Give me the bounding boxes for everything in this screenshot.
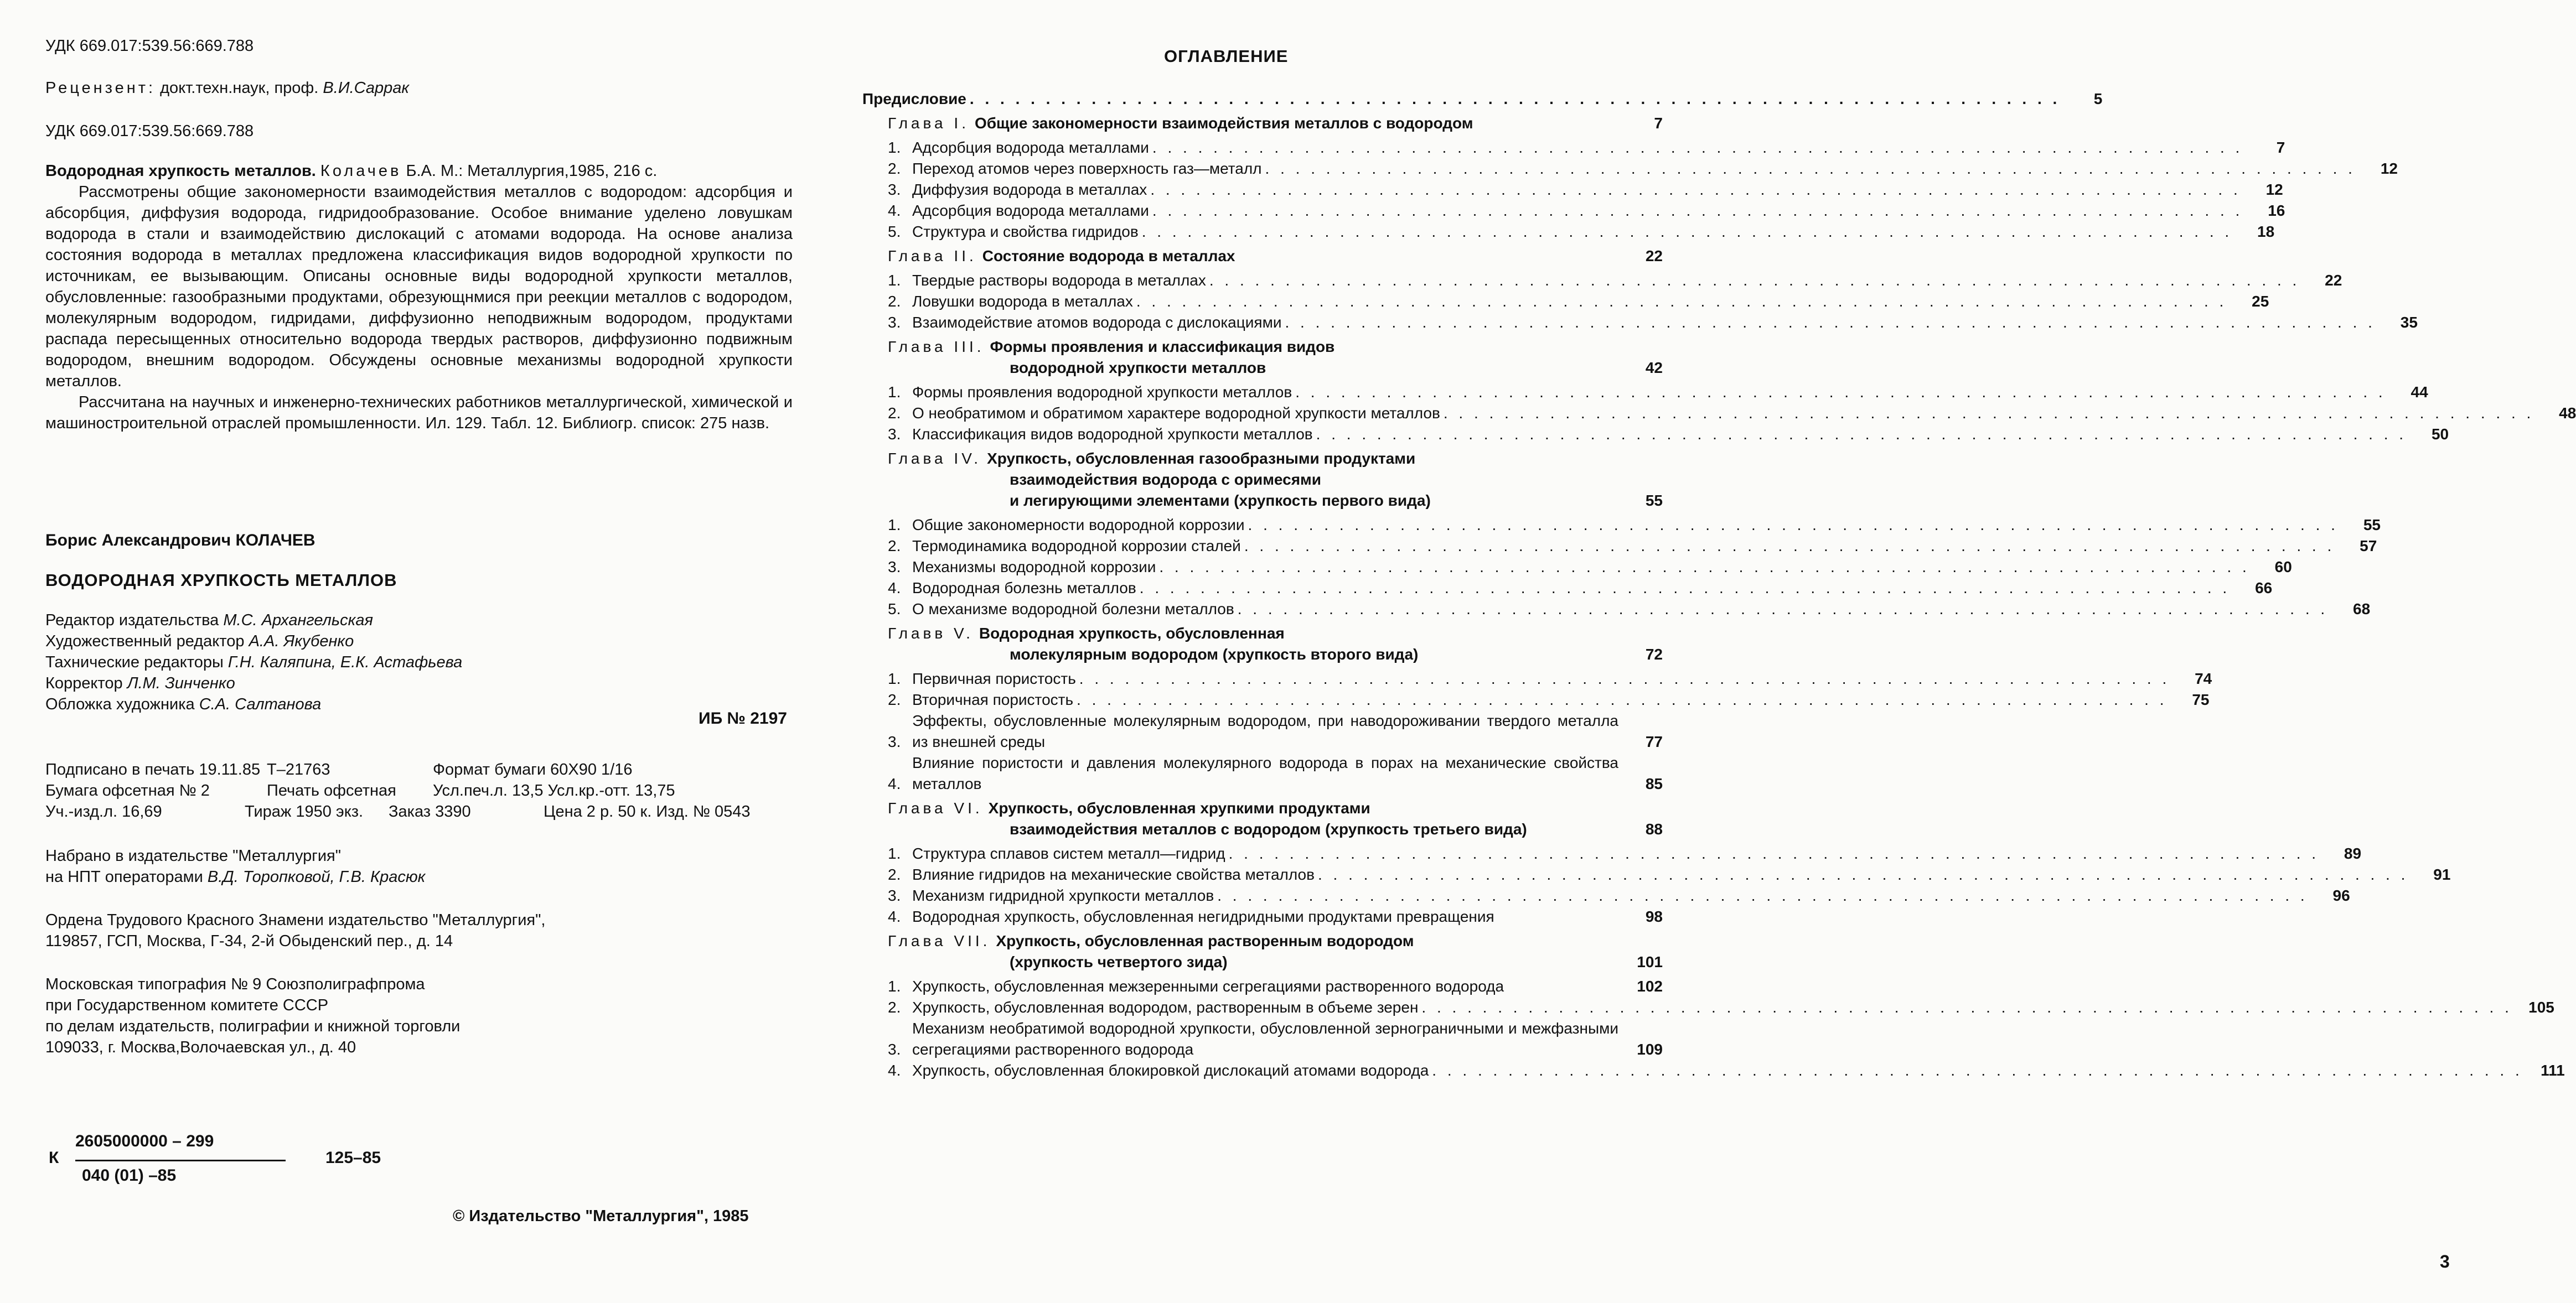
- toc-entry: [888, 221, 2275, 242]
- toc-entry-number: 1.: [888, 845, 901, 862]
- fraction-bar: [75, 1160, 286, 1161]
- print-cell: Цена 2 р. 50 к. Изд. № 0543: [544, 803, 751, 821]
- credit-row: [45, 673, 462, 694]
- toc-entry: [888, 536, 2377, 557]
- chapter-label: Глава VII.: [888, 932, 991, 949]
- toc-entry: [888, 976, 1663, 997]
- leader-dots: . . . . . . . . . . . . . . . . . . . . . . . . . . . . . . . . . . . . . . . . . . . . . . . . . . . . . . . . . . . . . . . . . . . . . . . .: [1139, 579, 2231, 596]
- toc-entry-title: Механизм гидридной хрупкости металлов: [912, 887, 1214, 904]
- chapter-title-continued: взаимодействия металлов с водородом (хрупкость третьего вида): [1010, 821, 1527, 838]
- toc-page-number: 50: [2431, 425, 2449, 443]
- annotation-imprint: Б.А. М.: Металлургия,1985, 216 с.: [406, 162, 658, 180]
- toc-entry: [888, 158, 2398, 179]
- toc-entry-title: Влияние гидридов на механические свойства металлов: [912, 866, 1315, 883]
- annotation-audience: Рассчитана на научных и инженерно-технических работников металлургической, химической и машиностроительной отраслей промышленности. Ил. 129. Табл. 12. Библиогр. список: 275 назв.: [45, 393, 793, 432]
- toc-entry-title: О механизме водородной болезни металлов: [912, 600, 1234, 617]
- toc-entry-title: Вторичная пористость: [912, 691, 1074, 708]
- toc-page-number: 22: [2325, 272, 2342, 289]
- toc-entry-number: 3.: [888, 1041, 901, 1058]
- toc-entry-title: Эффекты, обусловленные молекулярным водородом, при наводороживании твердого металла из внешней среды: [912, 712, 1618, 750]
- toc-entry: [888, 382, 2428, 403]
- typeset-operators: В.Д. Торопковой, Г.В. Красюк: [207, 868, 426, 886]
- toc-entry: [888, 1060, 2565, 1081]
- annotation-author: Колачев: [320, 162, 402, 180]
- chapter-title-continued: водородной хрупкости металлов: [1010, 359, 1266, 376]
- annotation: [45, 160, 793, 434]
- print-cell: Формат бумаги 60Х90 1/16: [433, 761, 633, 778]
- toc-entry: [888, 710, 1663, 752]
- toc-entry-title: Взаимодействие атомов водорода с дислокациями: [912, 314, 1282, 331]
- toc-entry-number: 3.: [888, 887, 901, 904]
- toc-entry: [888, 752, 1663, 795]
- credit-name: А.А. Якубенко: [249, 632, 354, 650]
- leader-dots: . . . . . . . . . . . . . . . . . . . . . . . . . . . . . . . . . . . . . . . . . . . . . . . . . . . . . . . . . . . . . . . . . . . . . . . .: [969, 90, 2061, 107]
- toc-entry-title: Влияние пористости и давления молекулярного водорода в порах на механические свойства металлов: [912, 754, 1618, 792]
- toc-entry-number: 2.: [888, 160, 901, 177]
- chapter-title-continued: (хрупкость четвертого зида): [1010, 953, 1228, 970]
- toc-page-number: 68: [2353, 600, 2371, 617]
- typeset-line-2: [45, 866, 425, 887]
- toc-page-number: 85: [1645, 775, 1663, 792]
- leader-dots: . . . . . . . . . . . . . . . . . . . . . . . . . . . . . . . . . . . . . . . . . . . . . . . . . . . . . . . . . . . . . . . . . . . . . . . .: [1079, 670, 2170, 687]
- toc-chapter: [888, 448, 1663, 511]
- toc-chapter: [888, 336, 1663, 378]
- toc-entry-title: Хрупкость, обусловленная блокировкой дислокаций атомами водорода: [912, 1062, 1429, 1079]
- toc-preface-label: Предисловие: [862, 90, 966, 107]
- leader-dots: . . . . . . . . . . . . . . . . . . . . . . . . . . . . . . . . . . . . . . . . . . . . . . . . . . . . . . . . . . . . . . . . . . . . . . . .: [1077, 691, 2168, 708]
- table-of-contents: [862, 89, 2576, 1081]
- toc-page-number: 55: [2363, 516, 2381, 533]
- publisher-info: [45, 910, 545, 952]
- credit-role: Редактор издательства: [45, 611, 219, 629]
- leader-dots: . . . . . . . . . . . . . . . . . . . . . . . . . . . . . . . . . . . . . . . . . . . . . . . . . . . . . . . . . . . . . . . . . . . . . . . .: [1248, 516, 2339, 533]
- chapter-title: Водородная хрупкость, обусловленная: [979, 625, 1285, 642]
- chapter-heading: [888, 113, 1663, 134]
- print-cell: Бумага офсетная № 2: [45, 782, 210, 800]
- print-cell: Тираж 1950 экз.: [245, 803, 364, 821]
- toc-page-number: 109: [1637, 1041, 1663, 1058]
- toc-entry-title: Адсорбция водорода металлами: [912, 202, 1149, 219]
- print-cell: Заказ 3390: [389, 803, 471, 821]
- toc-entry-number: 1.: [888, 272, 901, 289]
- catalog-code-k: К: [49, 1149, 59, 1167]
- chapter-title: Формы проявления и классификация видов: [990, 338, 1335, 355]
- toc-entry-number: 2.: [888, 866, 901, 883]
- toc-page-number: 7: [2276, 139, 2285, 156]
- typeset-prefix: на НПТ операторами: [45, 868, 203, 886]
- chapter-page-number: 101: [1637, 953, 1663, 970]
- chapter-title: Общие закономерности взаимодействия металлов с водородом: [974, 115, 1473, 132]
- toc-chapter: [888, 113, 1663, 134]
- catalog-code-suffix: 125–85: [325, 1149, 381, 1167]
- toc-entry-number: 2.: [888, 537, 901, 554]
- toc-entry: [888, 843, 2362, 864]
- toc-page-number: 66: [2255, 579, 2273, 596]
- toc-entry-number: 2.: [888, 293, 901, 310]
- toc-preface: [862, 89, 2103, 110]
- toc-entry: [888, 200, 2285, 221]
- leader-dots: . . . . . . . . . . . . . . . . . . . . . . . . . . . . . . . . . . . . . . . . . . . . . . . . . . . . . . . . . . . . . . . . . . . . . . . .: [1295, 383, 2386, 401]
- credit-row: [45, 610, 462, 631]
- toc-entry: [888, 578, 2273, 599]
- chapter-label: Глава I.: [888, 115, 969, 132]
- chapter-heading: [888, 623, 1663, 644]
- printer-info: [45, 974, 460, 1058]
- toc-entry-number: 3.: [888, 733, 901, 750]
- toc-page-number: 35: [2400, 314, 2418, 331]
- leader-dots: . . . . . . . . . . . . . . . . . . . . . . . . . . . . . . . . . . . . . . . . . . . . . . . . . . . . . . . . . . . . . . . . . . . . . . . .: [1421, 999, 2512, 1016]
- toc-entry-title: Твердые растворы водорода в металлах: [912, 272, 1206, 289]
- chapter-page-number: 22: [1645, 247, 1663, 264]
- chapter-label: Главв V.: [888, 625, 974, 642]
- toc-entry-title: Переход атомов через поверхность газ—металл: [912, 160, 1262, 177]
- toc-entry-title: Хрупкость, обусловленная межзеренными сегрегациями растворенного водорода: [912, 978, 1504, 995]
- credit-name: М.С. Архангельская: [223, 611, 373, 629]
- chapter-page-number: 72: [1645, 646, 1663, 663]
- toc-page-number: 12: [2380, 160, 2398, 177]
- toc-entry-number: 3.: [888, 314, 901, 331]
- toc-page-number: 111: [2541, 1062, 2565, 1079]
- toc-page-number: 25: [2252, 293, 2269, 310]
- toc-chapter: [888, 798, 1663, 840]
- toc-entry-number: 3.: [888, 181, 901, 198]
- leader-dots: . . . . . . . . . . . . . . . . . . . . . . . . . . . . . . . . . . . . . . . . . . . . . . . . . . . . . . . . . . . . . . . . . . . . . . . .: [1159, 558, 2250, 575]
- chapter-title: Хрупкость, обусловленная газообразными продуктами: [987, 450, 1416, 467]
- credit-row: [45, 652, 462, 673]
- toc-entry-number: 1.: [888, 139, 901, 156]
- page-number: 3: [2440, 1252, 2450, 1271]
- chapter-label: Глава II.: [888, 247, 977, 264]
- leader-dots: . . . . . . . . . . . . . . . . . . . . . . . . . . . . . . . . . . . . . . . . . . . . . . . . . . . . . . . . . . . . . . . . . . . . . . . .: [1237, 600, 2329, 617]
- reviewer-name: В.И.Саррак: [323, 79, 410, 97]
- toc-entry: [888, 997, 2554, 1018]
- credit-row: [45, 631, 462, 652]
- toc-entry-number: 2.: [888, 999, 901, 1016]
- toc-entry: [888, 689, 2210, 710]
- chapter-title-continued: и легирующими элементами (хрупкость первого вида): [1010, 492, 1431, 509]
- toc-entry-title: Адсорбция водорода металлами: [912, 139, 1149, 156]
- toc-entry-title: Структура и свойства гидридов: [912, 223, 1139, 240]
- toc-page-number: 57: [2360, 537, 2377, 554]
- book-title: ВОДОРОДНАЯ ХРУПКОСТЬ МЕТАЛЛОВ: [45, 570, 397, 590]
- toc-page-number: 96: [2332, 887, 2350, 904]
- chapter-title-continued: взаимодействия водорода с оримесями: [1010, 471, 1321, 488]
- udk-code: УДК 669.017:539.56:669.788: [45, 37, 254, 55]
- toc-entry-number: 1.: [888, 670, 901, 687]
- toc-page-number: 89: [2344, 845, 2362, 862]
- toc-entry: [888, 291, 2269, 312]
- chapter-page-number: 88: [1645, 821, 1663, 838]
- chapter-page-number: 42: [1645, 359, 1663, 376]
- toc-title: ОГЛАВЛЕНИЕ: [1164, 46, 1289, 66]
- toc-page-number: 12: [2265, 181, 2283, 198]
- toc-entry-title: Водородная болезнь металлов: [912, 579, 1136, 596]
- toc-entry: [888, 906, 1663, 927]
- typeset-line-1: Набрано в издательстве "Металлургия": [45, 847, 342, 865]
- publisher-line-1: Ордена Трудового Красного Знамени издательство "Металлургия",: [45, 911, 546, 929]
- chapter-title: Хрупкость, обусловленная хрупкими продуктами: [988, 800, 1370, 817]
- toc-entry: [888, 864, 2451, 885]
- toc-entry: [888, 270, 2342, 291]
- print-cell: Уч.-изд.л. 16,69: [45, 803, 162, 821]
- toc-entry-title: Механизм необратимой водородной хрупкости, обусловленной зернограничными и межфазными сегрегациями растворенного водорода: [912, 1020, 1618, 1058]
- toc-entry: [888, 599, 2371, 620]
- toc-entry-number: 3.: [888, 558, 901, 575]
- toc-entry: [888, 1018, 1663, 1060]
- toc-entry-title: Механизмы водородной коррозии: [912, 558, 1156, 575]
- left-page: [0, 0, 830, 1303]
- toc-chapter: [888, 623, 1663, 665]
- credits-list: [45, 610, 462, 715]
- toc-page-number: 44: [2411, 383, 2428, 401]
- credit-name: Л.М. Зинченко: [127, 674, 235, 692]
- leader-dots: . . . . . . . . . . . . . . . . . . . . . . . . . . . . . . . . . . . . . . . . . . . . . . . . . . . . . . . . . . . . . . . . . . . . . . . .: [1141, 223, 2233, 240]
- toc-entry-title: Диффузия водорода в металлах: [912, 181, 1147, 198]
- leader-dots: . . . . . . . . . . . . . . . . . . . . . . . . . . . . . . . . . . . . . . . . . . . . . . . . . . . . . . . . . . . . . . . . . . . . . . . .: [1443, 404, 2534, 422]
- toc-page-number: 91: [2433, 866, 2451, 883]
- toc-page-number: 16: [2268, 202, 2285, 219]
- toc-entry-title: Классификация видов водородной хрупкости металлов: [912, 425, 1313, 443]
- toc-entry: [888, 557, 2292, 578]
- toc-entry-number: 1.: [888, 383, 901, 401]
- leader-dots: . . . . . . . . . . . . . . . . . . . . . . . . . . . . . . . . . . . . . . . . . . . . . . . . . . . . . . . . . . . . . . . . . . . . . . . .: [1150, 181, 2241, 198]
- reviewer-line: [45, 77, 409, 98]
- toc-entry-number: 5.: [888, 223, 901, 240]
- chapter-heading: [888, 448, 1663, 469]
- publisher-line-2: 119857, ГСП, Москва, Г-34, 2-й Обыденский пер., д. 14: [45, 932, 453, 950]
- toc-entry-title: Общие закономерности водородной коррозии: [912, 516, 1245, 533]
- toc-entry-number: 1.: [888, 516, 901, 533]
- toc-chapter: [888, 246, 1663, 267]
- chapter-heading: [888, 931, 1663, 952]
- toc-entry: [888, 312, 2418, 333]
- author-name: Борис Александрович КОЛАЧЕВ: [45, 531, 315, 549]
- chapter-label: Глава VI.: [888, 800, 983, 817]
- chapter-page-number: 7: [1654, 115, 1663, 132]
- toc-page-number: 98: [1645, 908, 1663, 925]
- typeset-info: [45, 845, 425, 887]
- leader-dots: . . . . . . . . . . . . . . . . . . . . . . . . . . . . . . . . . . . . . . . . . . . . . . . . . . . . . . . . . . . . . . . . . . . . . . . .: [1136, 293, 2227, 310]
- credit-role: Художественный редактор: [45, 632, 245, 650]
- credit-name: С.А. Салтанова: [199, 695, 322, 713]
- toc-entry-title: Хрупкость, обусловленная водородом, растворенным в объеме зерен: [912, 999, 1419, 1016]
- leader-dots: . . . . . . . . . . . . . . . . . . . . . . . . . . . . . . . . . . . . . . . . . . . . . . . . . . . . . . . . . . . . . . . . . . . . . . . .: [1228, 845, 2320, 862]
- leader-dots: . . . . . . . . . . . . . . . . . . . . . . . . . . . . . . . . . . . . . . . . . . . . . . . . . . . . . . . . . . . . . . . . . . . . . . . .: [1285, 314, 2376, 331]
- toc-entry-number: 5.: [888, 600, 901, 617]
- toc-entry-number: 3.: [888, 425, 901, 443]
- toc-page-number: 75: [2192, 691, 2210, 708]
- toc-entry-number: 4.: [888, 202, 901, 219]
- chapter-title: Хрупкость, обусловленная растворенным водородом: [996, 932, 1414, 949]
- toc-page-number: 77: [1645, 733, 1663, 750]
- leader-dots: . . . . . . . . . . . . . . . . . . . . . . . . . . . . . . . . . . . . . . . . . . . . . . . . . . . . . . . . . . . . . . . . . . . . . . . .: [1152, 139, 2243, 156]
- chapter-label: Глава III.: [888, 338, 985, 355]
- toc-entry-number: 1.: [888, 978, 901, 995]
- toc-entry: [888, 668, 2212, 689]
- udk-code-2: УДК 669.017:539.56:669.788: [45, 122, 254, 140]
- toc-entry-number: 4.: [888, 775, 901, 792]
- leader-dots: . . . . . . . . . . . . . . . . . . . . . . . . . . . . . . . . . . . . . . . . . . . . . . . . . . . . . . . . . . . . . . . . . . . . . . . .: [1217, 887, 2308, 904]
- leader-dots: . . . . . . . . . . . . . . . . . . . . . . . . . . . . . . . . . . . . . . . . . . . . . . . . . . . . . . . . . . . . . . . . . . . . . . . .: [1152, 202, 2243, 219]
- toc-entry-number: 4.: [888, 1062, 901, 1079]
- leader-dots: . . . . . . . . . . . . . . . . . . . . . . . . . . . . . . . . . . . . . . . . . . . . . . . . . . . . . . . . . . . . . . . . . . . . . . . .: [1432, 1062, 2523, 1079]
- toc-entry: [888, 515, 2381, 536]
- printer-line: по делам издательств, полиграфии и книжной торговли: [45, 1018, 461, 1035]
- toc-page-number: 105: [2528, 999, 2554, 1016]
- chapter-heading: [888, 798, 1663, 819]
- right-page: [830, 0, 2576, 1303]
- toc-entry: [888, 179, 2283, 200]
- print-cell: Печать офсетная: [267, 782, 396, 800]
- copyright: © Издательство "Металлургия", 1985: [453, 1207, 749, 1225]
- reviewer-label: Рецензент:: [45, 79, 156, 97]
- chapter-page-number: 55: [1645, 492, 1663, 509]
- print-cell: Подписано в печать 19.11.85: [45, 761, 261, 778]
- leader-dots: . . . . . . . . . . . . . . . . . . . . . . . . . . . . . . . . . . . . . . . . . . . . . . . . . . . . . . . . . . . . . . . . . . . . . . . .: [1265, 160, 2356, 177]
- toc-entry-number: 2.: [888, 404, 901, 422]
- toc-page-number: 18: [2257, 223, 2275, 240]
- credit-row: [45, 694, 462, 715]
- leader-dots: . . . . . . . . . . . . . . . . . . . . . . . . . . . . . . . . . . . . . . . . . . . . . . . . . . . . . . . . . . . . . . . . . . . . . . . .: [1317, 866, 2409, 883]
- leader-dots: . . . . . . . . . . . . . . . . . . . . . . . . . . . . . . . . . . . . . . . . . . . . . . . . . . . . . . . . . . . . . . . . . . . . . . . .: [1244, 537, 2335, 554]
- ib-number: ИБ № 2197: [699, 709, 787, 728]
- toc-entry-number: 4.: [888, 579, 901, 596]
- toc-entry: [888, 403, 2576, 424]
- toc-entry-title: Ловушки водорода в металлах: [912, 293, 1133, 310]
- toc-page-number: 102: [1637, 978, 1663, 995]
- toc-entry-title: О необратимом и обратимом характере водородной хрупкости металлов: [912, 404, 1440, 422]
- annotation-body: Рассмотрены общие закономерности взаимодействия металлов с водородом: адсорбция и абсорбция, диффузия водорода, гидридообразование. Особое внимание уделено ловушкам водорода в стали и взаимодействию дислокаций с атомами водорода. На основе анализа состояния водорода в металлах предложена классификация видов водородной хрупкости по источникам, ее вызывающим. Описаны основные виды водородной хрупкости металлов, обусловленные: газообразными продуктами, обрезующнмися при реекции металлов с водородом, молекулярным водородом, гидридами, диффузионно неподвижным водородом, продуктами распада пересыщенных относительно водорода твердых растворов, диффузионно подвижным водородом, внешним водородом. Обсуждены основные механизмы водородной хрупкости металлов.: [45, 183, 793, 390]
- annotation-book-title: Водородная хрупкость металлов.: [45, 162, 316, 180]
- toc-entry-number: 4.: [888, 908, 901, 925]
- credit-role: Тахнические редакторы: [45, 653, 224, 671]
- toc-entry-number: 2.: [888, 691, 901, 708]
- toc-entry: [888, 424, 2449, 445]
- toc-entry-title: Первичная пористость: [912, 670, 1076, 687]
- toc-entry-title: Водородная хрупкость, обусловленная негидридными продуктами превращения: [912, 908, 1494, 925]
- chapter-title: Состояние водорода в металлах: [982, 247, 1235, 264]
- credit-role: Обложка художника: [45, 695, 195, 713]
- toc-entry-title: Термодинамика водородной коррозии сталей: [912, 537, 1241, 554]
- reviewer-text: докт.техн.наук, проф.: [160, 79, 319, 97]
- leader-dots: . . . . . . . . . . . . . . . . . . . . . . . . . . . . . . . . . . . . . . . . . . . . . . . . . . . . . . . . . . . . . . . . . . . . . . . .: [1316, 425, 2407, 443]
- catalog-code-denominator: 040 (01) –85: [82, 1166, 177, 1185]
- chapter-heading: [888, 336, 1663, 357]
- toc-entry-title: Формы проявления водородной хрупкости металлов: [912, 383, 1292, 401]
- toc-page-number: 48: [2559, 404, 2576, 422]
- leader-dots: . . . . . . . . . . . . . . . . . . . . . . . . . . . . . . . . . . . . . . . . . . . . . . . . . . . . . . . . . . . . . . . . . . . . . . . .: [1209, 272, 2300, 289]
- credit-role: Корректор: [45, 674, 123, 692]
- chapter-heading: [888, 246, 1663, 267]
- chapter-label: Глава IV.: [888, 450, 982, 467]
- catalog-code-numerator: 2605000000 – 299: [75, 1132, 214, 1150]
- print-cell: Т–21763: [267, 761, 330, 778]
- annotation-heading: [45, 160, 793, 181]
- toc-page-number: 60: [2274, 558, 2292, 575]
- toc-chapter: [888, 931, 1663, 973]
- toc-entry: [888, 137, 2285, 158]
- credit-name: Г.Н. Каляпина, Е.К. Астафьева: [227, 653, 463, 671]
- chapter-title-continued: молекулярным водородом (хрупкость второго вида): [1010, 646, 1419, 663]
- print-cell: Усл.печ.л. 13,5 Усл.кр.-отт. 13,75: [433, 782, 675, 800]
- printer-line: при Государственном комитете СССР: [45, 996, 329, 1014]
- toc-page-number: 74: [2195, 670, 2212, 687]
- printer-line: Московская типография № 9 Союзполиграфпрома: [45, 975, 425, 993]
- printer-line: 109033, г. Москва,Волочаевская ул., д. 40: [45, 1039, 356, 1056]
- toc-page-number: 5: [2093, 90, 2103, 107]
- toc-entry: [888, 885, 2350, 906]
- toc-entry-title: Структура сплавов систем металл—гидрид: [912, 845, 1225, 862]
